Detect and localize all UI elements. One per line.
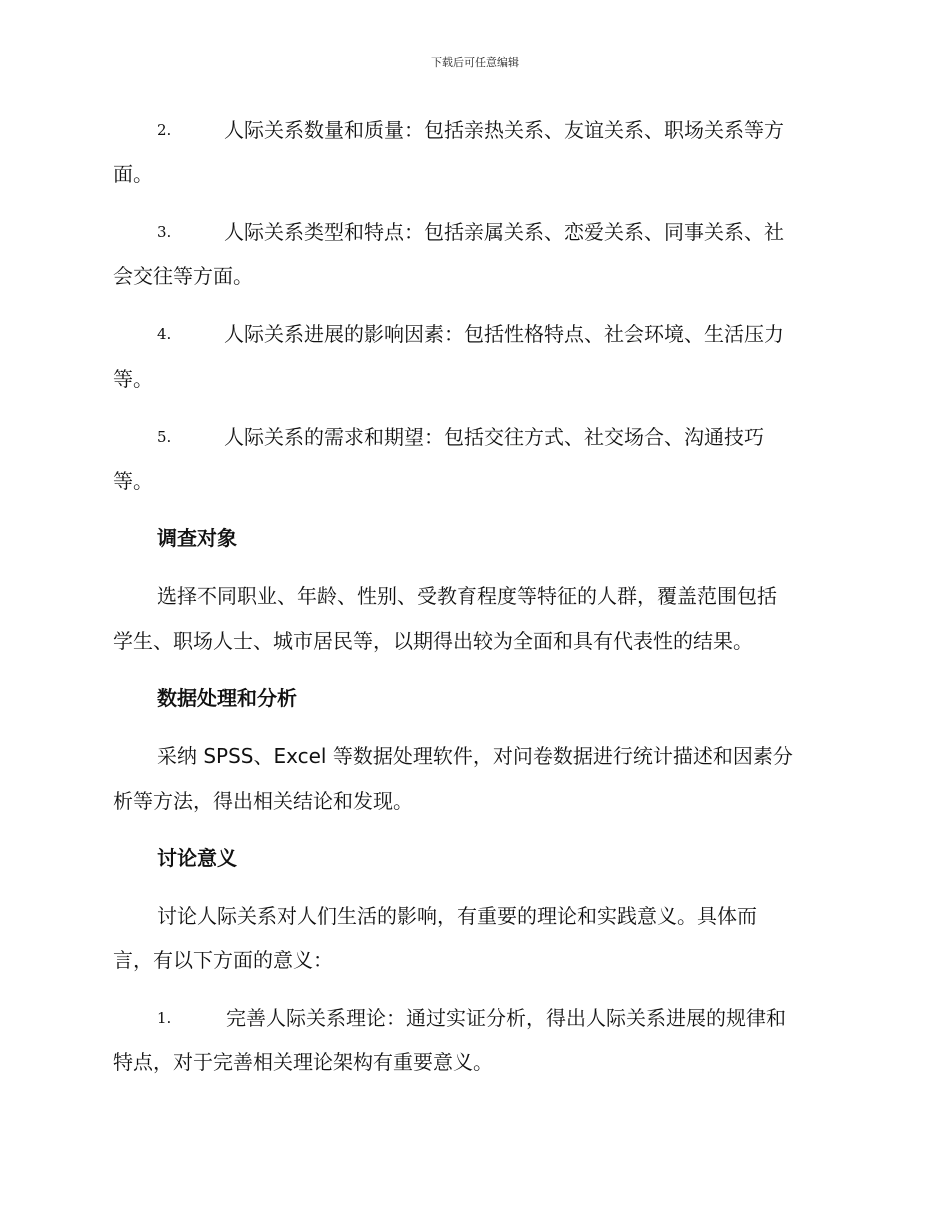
list-item-text: 人际关系类型和特点：包括亲属关系、恋爱关系、同事关系、社 — [224, 220, 784, 244]
paragraph-analysis-line: 析等方法，得出相关结论和发现。 — [113, 789, 413, 813]
list-item-text-continued: 等。 — [113, 367, 153, 391]
list-item-text-continued: 面。 — [113, 162, 153, 186]
list-item-text-continued: 等。 — [113, 469, 153, 493]
list-item-text: 人际关系数量和质量：包括亲热关系、友谊关系、职场关系等方 — [224, 118, 784, 142]
section-heading-significance: 讨论意义 — [157, 846, 237, 870]
page-header: 下载后可任意编辑 — [431, 56, 519, 69]
paragraph-analysis-line: 采纳 SPSS、Excel 等数据处理软件，对问卷数据进行统计描述和因素分 — [157, 744, 793, 768]
paragraph-subjects-line: 学生、职场人士、城市居民等，以期得出较为全面和具有代表性的结果。 — [113, 629, 753, 653]
list-item-number: 3. — [157, 223, 172, 241]
list-item-text-continued: 特点，对于完善相关理论架构有重要意义。 — [113, 1050, 493, 1074]
list-item-text: 人际关系的需求和期望：包括交往方式、社交场合、沟通技巧 — [224, 425, 764, 449]
paragraph-significance-line: 言，有以下方面的意义： — [113, 948, 333, 972]
list-item-text: 人际关系进展的影响因素：包括性格特点、社会环境、生活压力 — [224, 322, 784, 346]
list-item-number: 5. — [157, 428, 172, 446]
list-item-text-continued: 会交往等方面。 — [113, 264, 253, 288]
paragraph-subjects-line: 选择不同职业、年龄、性别、受教育程度等特征的人群，覆盖范围包括 — [157, 584, 777, 608]
list-item-text: 完善人际关系理论：通过实证分析，得出人际关系进展的规律和 — [226, 1006, 786, 1030]
paragraph-significance-line: 讨论人际关系对人们生活的影响，有重要的理论和实践意义。具体而 — [157, 904, 757, 928]
section-heading-subjects: 调查对象 — [157, 526, 237, 550]
list-item-number: 4. — [157, 325, 172, 343]
list-item-number: 2. — [157, 121, 172, 139]
list-item-number: 1. — [157, 1009, 172, 1027]
section-heading-analysis: 数据处理和分析 — [157, 686, 297, 710]
